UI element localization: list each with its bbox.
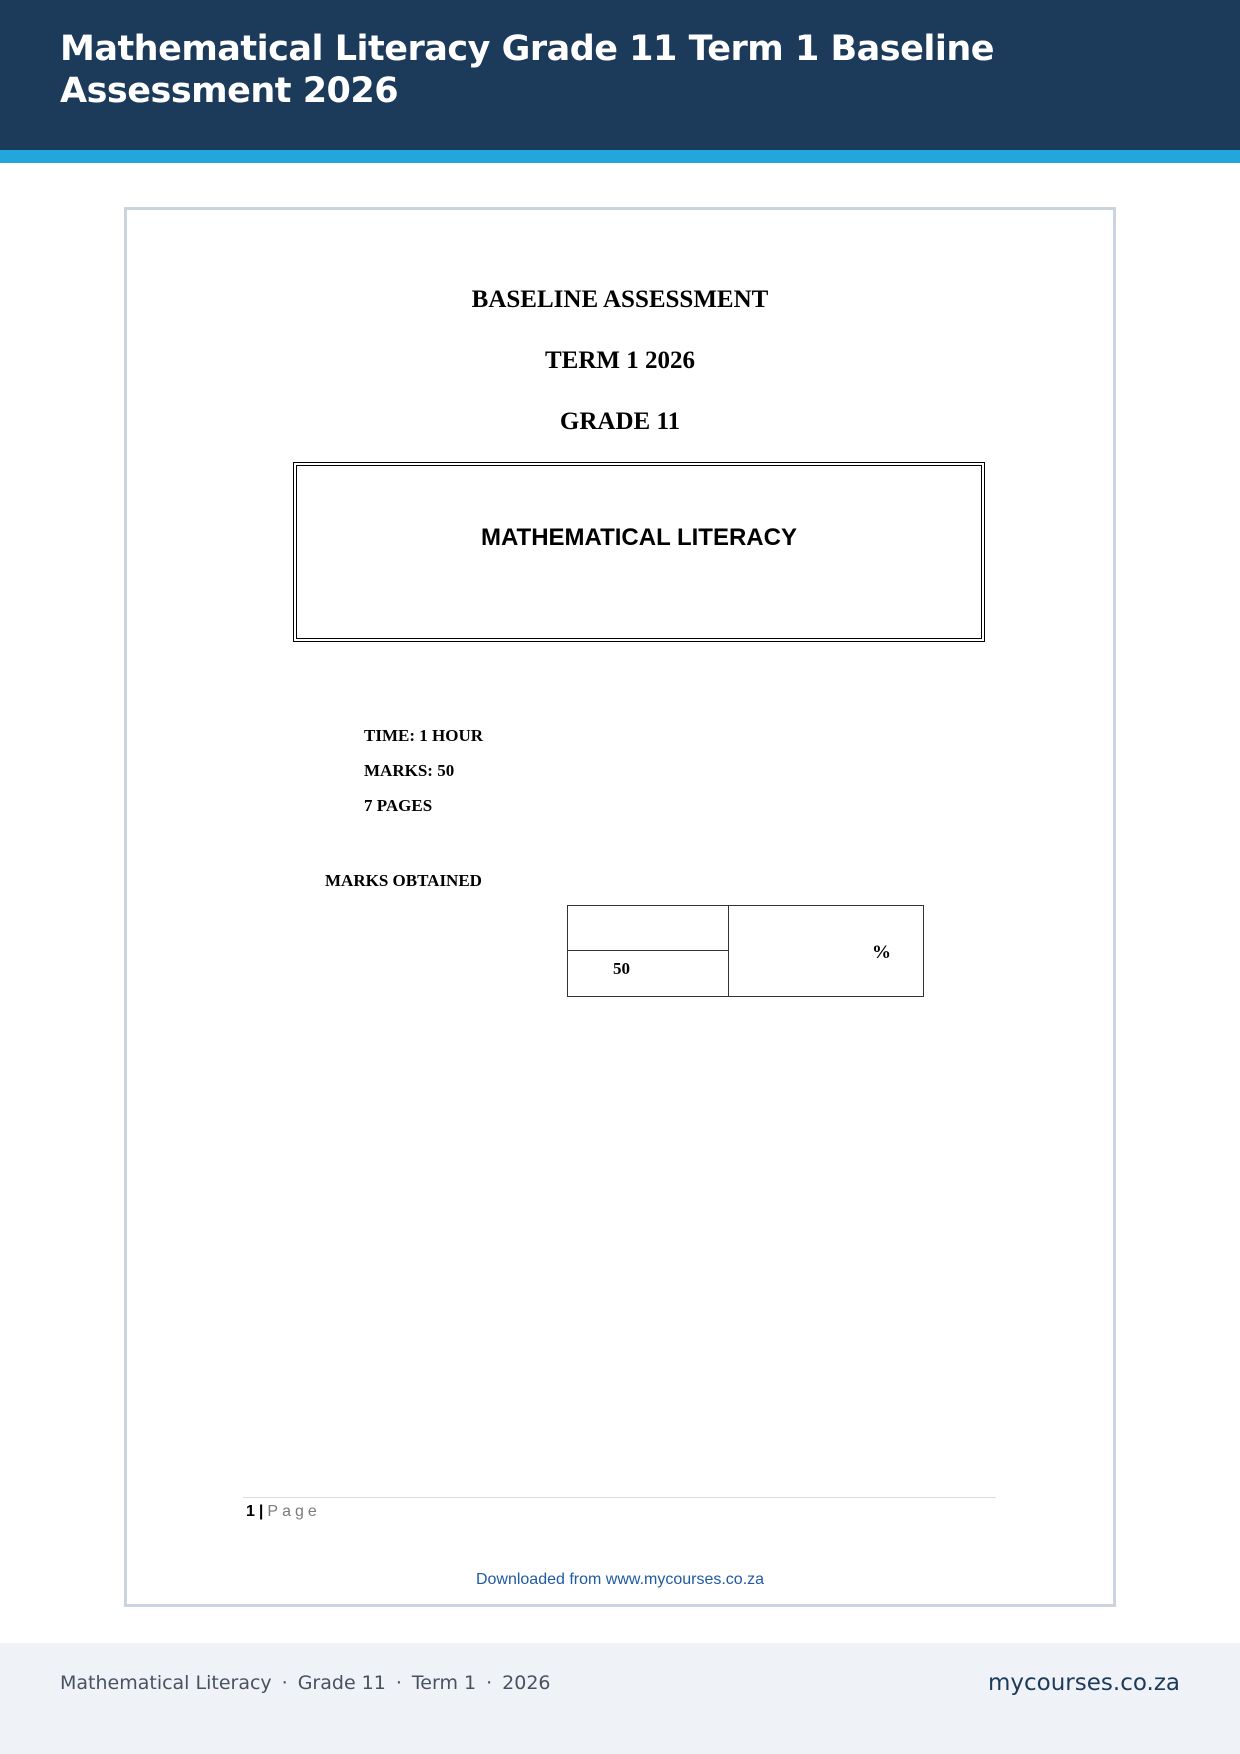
score-input-cell bbox=[568, 906, 729, 951]
breadcrumb-term: Term 1 bbox=[411, 1672, 477, 1694]
footer-breadcrumb bbox=[60, 1672, 551, 1694]
page-word: Page bbox=[267, 1503, 321, 1520]
breadcrumb-year: 2026 bbox=[502, 1672, 551, 1694]
total-marks-cell bbox=[568, 951, 729, 996]
accent-stripe bbox=[0, 150, 1240, 163]
marks-label: MARKS: 50 bbox=[364, 761, 455, 780]
heading-term: TERM 1 2026 bbox=[545, 347, 695, 374]
breadcrumb-grade: Grade 11 bbox=[297, 1672, 386, 1694]
breadcrumb-separator: · bbox=[281, 1672, 288, 1694]
pages-label: 7 PAGES bbox=[364, 796, 433, 815]
subject-box bbox=[293, 462, 985, 642]
subject-label: MATHEMATICAL LITERACY bbox=[481, 524, 797, 551]
site-link[interactable]: mycourses.co.za bbox=[988, 1670, 1180, 1696]
page-number bbox=[246, 1503, 321, 1521]
breadcrumb-separator: · bbox=[486, 1672, 493, 1694]
bottom-band bbox=[0, 1643, 1240, 1754]
page-footer-rule bbox=[243, 1497, 996, 1498]
heading-grade: GRADE 11 bbox=[559, 408, 681, 435]
breadcrumb-separator: · bbox=[395, 1672, 402, 1694]
page-title: Mathematical Literacy Grade 11 Term 1 Baseline Assessment 2026 bbox=[60, 29, 994, 111]
percentage-cell bbox=[729, 906, 923, 996]
top-banner bbox=[0, 0, 1240, 150]
page-number-value: 1 bbox=[246, 1503, 255, 1520]
percent-sign: % bbox=[872, 942, 891, 963]
page-number-separator: | bbox=[258, 1503, 264, 1520]
marks-obtained-label: MARKS OBTAINED bbox=[325, 871, 482, 890]
marks-table bbox=[567, 905, 924, 997]
download-note: Downloaded from www.mycourses.co.za bbox=[475, 1571, 765, 1588]
time-label: TIME: 1 HOUR bbox=[364, 726, 483, 745]
total-marks-value: 50 bbox=[613, 959, 630, 978]
breadcrumb-subject: Mathematical Literacy bbox=[60, 1672, 272, 1694]
heading-baseline-assessment: BASELINE ASSESSMENT bbox=[471, 286, 769, 313]
